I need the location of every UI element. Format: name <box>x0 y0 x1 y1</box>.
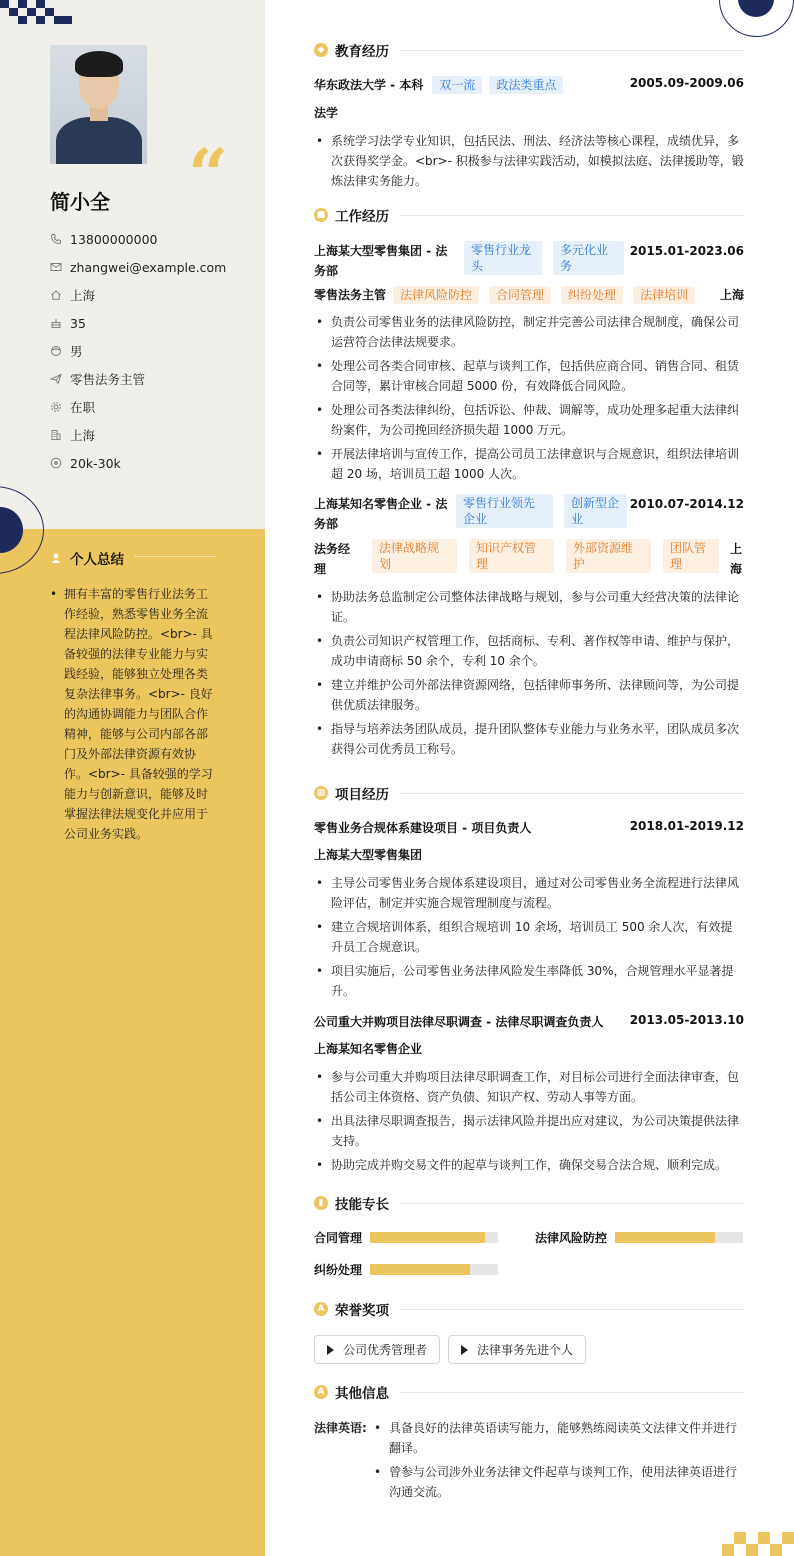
checker-decoration <box>0 0 80 26</box>
project-org: 上海某大型零售集团 <box>314 848 423 862</box>
email-row <box>50 253 226 281</box>
project-entry-header <box>314 1013 744 1030</box>
section-title: 其他信息 <box>335 1386 389 1402</box>
summary-divider <box>134 556 216 557</box>
list-item: • 指导与培养法务团队成员，提升团队整体专业能力与业务水平，团队成员多次获得公司优秀员工称号。 <box>316 722 740 756</box>
city-row <box>50 281 226 309</box>
expected-city-row <box>50 421 226 449</box>
education-entry-header <box>314 76 744 94</box>
list-item: • 建立并维护公司外部法律资源网络，包括律师事务所、法律顾问等，为公司提供优质法律服务。 <box>316 678 740 712</box>
company-name: 上海某大型零售集团 - 法务部 <box>314 244 448 278</box>
status-row <box>50 393 226 421</box>
list-item: • 处理公司各类法律纠纷，包括诉讼、仲裁、调解等，成功处理多起重大法律纠纷案件，为公司挽回经济损失超 1000 万元。 <box>316 403 740 437</box>
phone-row <box>50 225 226 253</box>
contact-info <box>50 225 226 477</box>
tag: 外部资源维护 <box>566 539 651 573</box>
project-bullets <box>314 1067 744 1175</box>
circle-decoration <box>719 0 794 37</box>
chart-icon: ▮ <box>314 1196 328 1210</box>
skill-item <box>535 1229 743 1245</box>
section-title: 工作经历 <box>335 209 389 225</box>
date-range: 2013.05-2013.10 <box>629 1013 744 1027</box>
skill-fill <box>615 1232 715 1243</box>
tag: 纠纷处理 <box>561 286 623 304</box>
tag: 法律培训 <box>633 286 695 304</box>
briefcase-icon: ■ <box>314 208 328 222</box>
grid-icon: ▦ <box>314 786 328 800</box>
cake-icon <box>50 317 62 329</box>
list-item: • 项目实施后，公司零售业务法律风险发生率降低 30%，合规管理水平显著提升。 <box>316 964 734 998</box>
skill-fill <box>370 1264 470 1275</box>
summary-title: 个人总结 <box>70 552 124 568</box>
summary-heading <box>50 548 124 568</box>
list-item: • 曾参与公司涉外业务法律文件起草与谈判工作，使用法律英语进行沟通交流。 <box>374 1465 738 1499</box>
play-icon <box>327 1345 334 1355</box>
age-row <box>50 309 226 337</box>
list-item: • 处理公司各类合同审核、起草与谈判工作，包括供应商合同、销售合同、租赁合同等，累计审核合同超 5000 份，有效降低合同风险。 <box>316 359 740 393</box>
position-row <box>50 365 226 393</box>
coin-icon <box>50 457 62 469</box>
play-icon <box>461 1345 468 1355</box>
info-icon: A <box>314 1385 328 1399</box>
list-item: • 负责公司零售业务的法律风险防控，制定并完善公司法律合规制度，确保公司运营符合法律法规要求。 <box>316 315 740 349</box>
gender-text: 男 <box>70 344 83 359</box>
award-item: 法律事务先进个人 <box>448 1335 586 1364</box>
skill-name: 法律风险防控 <box>535 1230 608 1245</box>
main-content <box>314 40 744 1506</box>
project-name: 公司重大并购项目法律尽职调查 - 法律尽职调查负责人 <box>314 1015 604 1029</box>
position-text: 零售法务主管 <box>70 372 146 387</box>
sidebar <box>0 0 265 1556</box>
skills-section <box>314 1193 744 1277</box>
skill-bar <box>370 1264 498 1275</box>
graduation-cap-icon: ◆ <box>314 43 328 57</box>
date-range: 2015.01-2023.06 <box>629 244 744 258</box>
education-bullets <box>314 131 744 191</box>
honors-heading <box>314 1299 744 1319</box>
section-title: 项目经历 <box>335 787 389 803</box>
phone-icon <box>50 233 62 245</box>
salary-text: 20k-30k <box>70 455 121 471</box>
expected-city-text: 上海 <box>70 428 96 443</box>
job-entry-header <box>314 241 744 281</box>
job-role-row <box>314 539 744 579</box>
list-item: • 协助法务总监制定公司整体法律战略与规划，参与公司重大经营决策的法律论证。 <box>316 590 740 624</box>
role-name: 零售法务主管 <box>314 288 387 302</box>
award-icon: A <box>314 1302 328 1316</box>
list-item: • 系统学习法学专业知识，包括民法、刑法、经济法等核心课程，成绩优异，多次获得奖学金。<br>- 积极参与法律实践活动，如模拟法庭、法律援助等，锻炼法律实务能力。 <box>316 134 744 188</box>
skill-item <box>314 1261 498 1277</box>
date-range: 2010.07-2014.12 <box>629 497 744 511</box>
projects-heading <box>314 783 744 803</box>
tag: 合同管理 <box>489 286 551 304</box>
building-icon <box>50 429 62 441</box>
job-location: 上海 <box>730 542 743 576</box>
project-name: 零售业务合规体系建设项目 - 项目负责人 <box>314 821 532 835</box>
city-text: 上海 <box>70 288 96 303</box>
user-icon <box>50 552 62 564</box>
projects-section <box>314 783 744 1175</box>
skill-item <box>314 1229 535 1245</box>
section-title: 教育经历 <box>335 44 389 60</box>
tag: 法律战略规划 <box>372 539 457 573</box>
summary-body: • 拥有丰富的零售行业法务工作经验，熟悉零售业务全流程法律风险防控。<br>- 具备较强的法律专业能力与实践经验，能够独立处理各类复杂法律事务。<br>- 良好的沟通协调能力与团队合作精神，能够与公司内部各部门及外部法律资源有效协作。<br>- 具备较强的学习能力与创新意识，能够及时掌握法律法规变化并应用于公司业务实践。 <box>50 584 215 844</box>
education-heading <box>314 40 744 60</box>
gender-row <box>50 337 226 365</box>
job-bullets <box>314 312 744 484</box>
tag: 法律风险防控 <box>393 286 479 304</box>
phone-text: 13800000000 <box>70 231 158 247</box>
email-text: zhangwei@example.com <box>70 259 227 275</box>
education-section <box>314 40 744 191</box>
skill-name: 合同管理 <box>314 1230 363 1245</box>
other-heading <box>314 1382 744 1402</box>
tag: 知识产权管理 <box>469 539 554 573</box>
section-title: 技能专长 <box>335 1197 389 1213</box>
send-icon <box>50 373 62 385</box>
tag: 多元化业务 <box>553 241 624 275</box>
date-range: 2018.01-2019.12 <box>629 819 744 833</box>
award-item: 公司优秀管理者 <box>314 1335 440 1364</box>
list-item: • 负责公司知识产权管理工作，包括商标、专利、著作权等申请、维护与保护，成功申请商标 50 余个，专利 10 余个。 <box>316 634 740 668</box>
gear-icon <box>50 401 62 413</box>
list-item: • 建立合规培训体系，组织合规培训 10 余场，培训员工 500 余人次，有效提升员工合规意识。 <box>316 920 733 954</box>
date-range: 2005.09-2009.06 <box>629 76 744 90</box>
list-item: • 协助完成并购交易文件的起草与谈判工作，确保交易合法合规、顺利完成。 <box>316 1158 728 1172</box>
tag: 政法类重点 <box>489 76 563 94</box>
list-item: • 开展法律培训与宣传工作，提高公司员工法律意识与合规意识，组织法律培训超 20 场，培训员工超 1000 人次。 <box>316 447 740 481</box>
gender-icon <box>50 345 62 357</box>
job-bullets <box>314 587 744 759</box>
other-label: 法律英语: <box>314 1421 367 1435</box>
job-location: 上海 <box>719 288 744 302</box>
skill-bar <box>370 1232 498 1243</box>
skill-bar <box>615 1232 743 1243</box>
list-item: • 参与公司重大并购项目法律尽职调查工作，对目标公司进行全面法律审查，包括公司主体资格、资产负债、知识产权、劳动人事等方面。 <box>316 1070 740 1104</box>
work-heading <box>314 205 744 225</box>
project-org: 上海某知名零售企业 <box>314 1042 423 1056</box>
home-icon <box>50 289 62 301</box>
mail-icon <box>50 261 62 273</box>
skill-fill <box>370 1232 485 1243</box>
tag: 零售行业领先企业 <box>456 494 553 528</box>
quote-icon: “ <box>188 133 229 216</box>
profile-name: 简小全 <box>50 190 110 214</box>
list-item: • 出具法律尽职调查报告，揭示法律风险并提出应对建议，为公司决策提供法律支持。 <box>316 1114 740 1148</box>
skills-heading <box>314 1193 744 1213</box>
major: 法学 <box>314 106 339 120</box>
status-text: 在职 <box>70 400 96 415</box>
work-section <box>314 205 744 759</box>
tag: 双一流 <box>432 76 482 94</box>
project-entry-header <box>314 819 744 836</box>
tag: 零售行业龙头 <box>464 241 542 275</box>
age-text: 35 <box>70 315 86 331</box>
sidebar-profile-panel <box>0 0 265 529</box>
checker-decoration <box>722 1532 794 1556</box>
company-name: 上海某知名零售企业 - 法务部 <box>314 497 448 531</box>
section-title: 荣誉奖项 <box>335 1303 389 1319</box>
tag: 团队管理 <box>663 539 719 573</box>
avatar <box>50 45 147 164</box>
tag: 创新型企业 <box>564 494 627 528</box>
other-bullets <box>372 1418 744 1506</box>
school-name: 华东政法大学 - 本科 <box>314 78 424 92</box>
skill-name: 纠纷处理 <box>314 1262 363 1277</box>
other-section <box>314 1382 744 1506</box>
honors-section <box>314 1299 744 1364</box>
list-item: • 具备良好的法律英语读写能力，能够熟练阅读英文法律文件并进行翻译。 <box>374 1421 738 1455</box>
job-role-row <box>314 286 744 304</box>
project-bullets <box>314 873 744 1001</box>
job-entry-header <box>314 494 744 534</box>
role-name: 法务经理 <box>314 542 351 576</box>
summary-text: 拥有丰富的零售行业法务工作经验，熟悉零售业务全流程法律风险防控。<br>- 具备较强的法律专业能力与实践经验，能够独立处理各类复杂法律事务。<br>- 良好的沟通协调能力与团队合作精神，能够与公司内部各部门及外部法律资源有效协作。<br>- 具备较强的学习能力与创新意识，能够及时掌握法律法规变化并应用于公司业务实践。 <box>64 587 213 841</box>
salary-row <box>50 449 226 477</box>
list-item: • 主导公司零售业务合规体系建设项目，通过对公司零售业务全流程进行法律风险评估，制定并实施合规管理制度与流程。 <box>316 876 740 910</box>
